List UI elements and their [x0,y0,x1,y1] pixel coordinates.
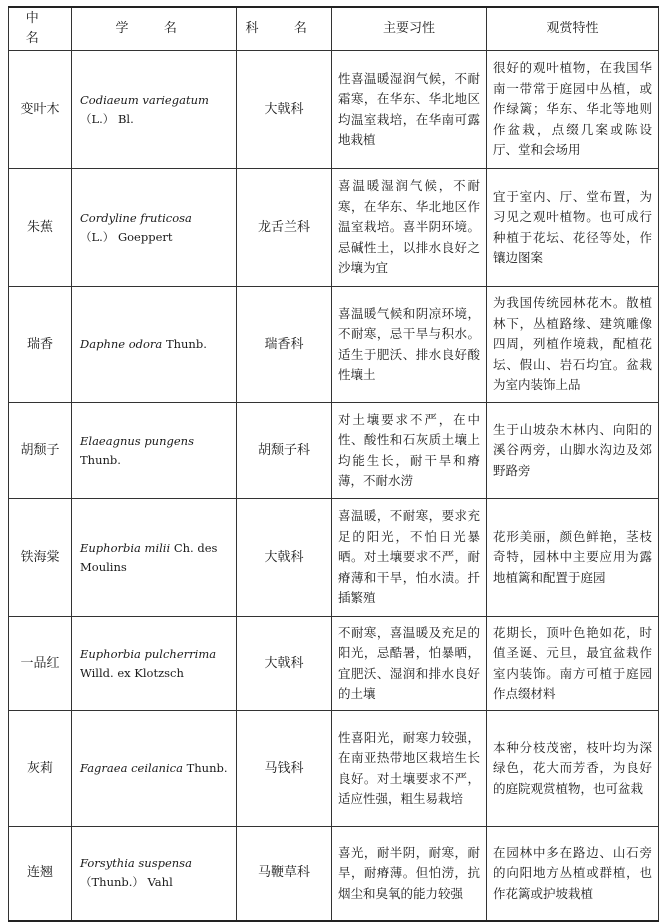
cell-habit: 喜温暖湿润气候，不耐寒，在华东、华北地区作温室栽培。喜半阴环境。忌碱性土，以排水良好之沙壤为宜 [332,169,487,287]
author-name: Willd. ex Klotzsch [80,665,184,680]
cell-scientific-name [72,827,237,921]
cell-chinese-name: 灰莉 [9,711,72,827]
cell-ornamental: 宜于室内、厅、堂布置，为习见之观叶植物。也可成行种植于花坛、花径等处，作镶边图案 [487,169,659,287]
plant-table [8,6,659,922]
cell-ornamental: 为我国传统园林花木。散植林下，丛植路缘、建筑雕像四周，列植作境栽，配植花坛、假山、岩石均宜。盆栽为室内装饰上品 [487,287,659,403]
cell-scientific-name [72,403,237,499]
cell-habit: 喜光，耐半阴，耐寒，耐旱，耐瘠薄。但怕涝，抗烟尘和臭氧的能力较强 [332,827,487,921]
cell-ornamental: 生于山坡杂木林内、向阳的溪谷两旁，山脚水沟边及郊野路旁 [487,403,659,499]
cell-ornamental: 本种分枝茂密，枝叶均为深绿色，花大而芳香，为良好的庭院观赏植物，也可盆栽 [487,711,659,827]
cell-scientific-name [72,51,237,169]
cell-ornamental: 很好的观叶植物，在我国华南一带常于庭园中丛植，或作绿篱；华东、华北等地则作盆栽，点缀几案或陈设厅、堂和会场用 [487,51,659,169]
author-name: （Thunb.） Vahl [80,875,173,890]
cell-chinese-name: 铁海棠 [9,499,72,617]
latin-name: Euphorbia milii [80,540,171,555]
cell-scientific-name [72,169,237,287]
author-name: Ch. des Moulins [80,540,218,574]
header-ornamental: 观赏特性 [487,7,659,51]
cell-chinese-name: 变叶木 [9,51,72,169]
cell-family: 马钱科 [237,711,332,827]
cell-family: 马鞭草科 [237,827,332,921]
table-row [9,51,659,169]
latin-name: Cordyline fruticosa [80,210,192,225]
cell-habit: 性喜温暖湿润气候，不耐霜寒，在华东、华北地区均温室栽培，在华南可露地栽植 [332,51,487,169]
cell-family: 大戟科 [237,499,332,617]
author-name: Thunb. [80,452,121,467]
table-header-row [9,7,659,51]
cell-habit: 性喜阳光，耐寒力较强，在南亚热带地区栽培生长良好。对土壤要求不严，适应性强，粗生易栽培 [332,711,487,827]
cell-family: 龙舌兰科 [237,169,332,287]
cell-family: 胡颓子科 [237,403,332,499]
cell-scientific-name [72,287,237,403]
latin-name: Fagraea ceilanica [80,761,183,775]
table-row [9,169,659,287]
cell-habit: 对土壤要求不严，在中性、酸性和石灰质土壤上均能生长，耐干旱和瘠薄，不耐水涝 [332,403,487,499]
cell-scientific-name [72,617,237,711]
cell-family: 大戟科 [237,617,332,711]
cell-ornamental: 在园林中多在路边、山石旁的向阳地方丛植或群植，也作花篱或护坡栽植 [487,827,659,921]
cell-chinese-name: 胡颓子 [9,403,72,499]
table-row [9,403,659,499]
header-scientific-name: 学 名 [72,7,237,51]
table-row [9,499,659,617]
cell-habit: 不耐寒，喜温暖及充足的阳光，忌酷暑，怕暴晒，宜肥沃、湿润和排水良好的土壤 [332,617,487,711]
author-name: （L.） Goeppert [80,229,173,244]
author-name: （L.） Bl. [80,111,134,126]
cell-chinese-name: 连翘 [9,827,72,921]
cell-scientific-name [72,499,237,617]
header-chinese-name: 中 名 [9,7,72,51]
cell-chinese-name: 一品红 [9,617,72,711]
latin-name: Forsythia suspensa [80,856,192,871]
latin-name: Euphorbia pulcherrima [80,646,217,661]
table-row [9,617,659,711]
header-habit: 主要习性 [332,7,487,51]
cell-chinese-name: 朱蕉 [9,169,72,287]
latin-name: Daphne odora [80,337,163,351]
cell-habit: 喜温暖，不耐寒，要求充足的阳光，不怕日光暴晒。对土壤要求不严，耐瘠薄和干旱，怕水渍。扦插繁殖 [332,499,487,617]
latin-name: Codiaeum variegatum [80,92,209,107]
table-row [9,287,659,403]
author-name: Thunb. [186,761,228,775]
cell-habit: 喜温暖气候和阴凉环境，不耐寒，忌干旱与积水。适生于肥沃、排水良好酸性壤土 [332,287,487,403]
table-row [9,711,659,827]
latin-name: Elaeagnus pungens [80,433,194,448]
cell-scientific-name [72,711,237,827]
cell-ornamental: 花形美丽，颜色鲜艳，茎枝奇特，园林中主要应用为露地植篱和配置于庭园 [487,499,659,617]
cell-ornamental: 花期长，顶叶色艳如花，时值圣诞、元旦，最宜盆栽作室内装饰。南方可植于庭园作点缀材料 [487,617,659,711]
header-family: 科 名 [237,7,332,51]
author-name: Thunb. [165,337,207,351]
cell-family: 大戟科 [237,51,332,169]
cell-family: 瑞香科 [237,287,332,403]
table-row [9,827,659,921]
cell-chinese-name: 瑞香 [9,287,72,403]
